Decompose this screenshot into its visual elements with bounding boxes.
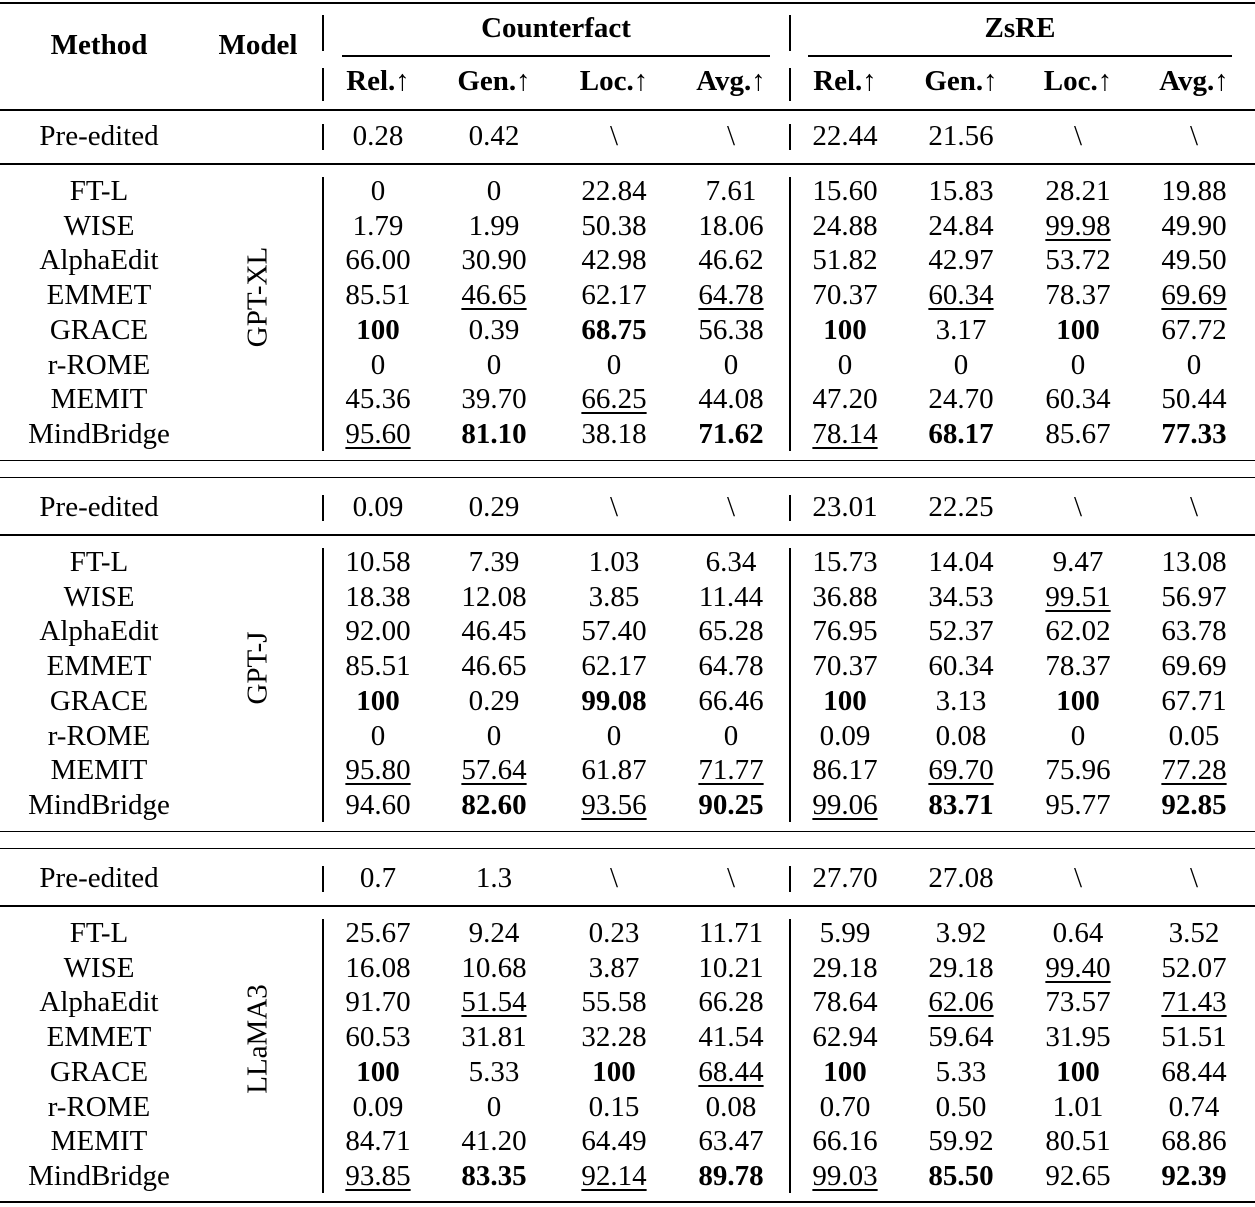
value-cell: 64.49: [581, 1125, 647, 1158]
value-cell: 63.47: [698, 1125, 764, 1158]
value-cell: 9.47: [1052, 546, 1104, 578]
value-cell: 99.40: [1045, 951, 1111, 984]
method-cell: GRACE: [49, 684, 149, 717]
value-cell: 78.37: [1045, 279, 1111, 312]
method-cell: Pre-edited: [39, 120, 159, 152]
value-cell: 85.67: [1045, 417, 1111, 450]
value-cell: 68.44: [698, 1055, 764, 1088]
value-cell: \: [1073, 862, 1083, 894]
value-cell: 100: [356, 1055, 400, 1088]
value-cell: \: [1073, 120, 1083, 152]
value-cell: 65.28: [698, 615, 764, 648]
value-cell: 0.39: [468, 313, 520, 346]
block-end-rule: [0, 831, 1255, 833]
value-cell: 0.08: [935, 719, 987, 752]
method-cell: FT-L: [69, 917, 129, 949]
value-cell: 30.90: [461, 244, 527, 277]
value-cell: 34.53: [928, 580, 994, 613]
value-cell: 85.51: [345, 650, 411, 683]
method-cell: AlphaEdit: [39, 615, 159, 648]
value-cell: 64.78: [698, 650, 764, 683]
value-cell: \: [726, 862, 736, 894]
column-separator: [322, 866, 324, 892]
value-cell: 24.70: [928, 383, 994, 416]
value-cell: 70.37: [812, 650, 878, 683]
header-method: Method: [50, 29, 148, 61]
value-cell: 46.65: [461, 650, 527, 683]
value-cell: 62.94: [812, 1021, 878, 1054]
value-cell: \: [609, 120, 619, 152]
value-cell: 0: [486, 175, 502, 207]
header-metric: Avg.↑: [1159, 65, 1229, 97]
header-group-zsre: ZsRE: [984, 12, 1056, 44]
value-cell: 66.25: [581, 383, 647, 416]
header-group-counterfact: Counterfact: [481, 12, 631, 44]
value-cell: 1.01: [1052, 1090, 1104, 1123]
header-metric: Rel.↑: [813, 65, 877, 97]
method-cell: MindBridge: [28, 417, 170, 450]
value-cell: 7.61: [705, 175, 757, 207]
value-cell: 28.21: [1045, 175, 1111, 207]
bottom-rule: [0, 1201, 1255, 1203]
value-cell: 99.98: [1045, 209, 1111, 242]
value-cell: 32.28: [581, 1021, 647, 1054]
header-model: Model: [218, 29, 298, 61]
value-cell: 0.08: [705, 1090, 757, 1123]
value-cell: 52.37: [928, 615, 994, 648]
value-cell: 1.3: [475, 862, 513, 894]
column-separator: [322, 919, 324, 1193]
value-cell: 85.51: [345, 279, 411, 312]
value-cell: 15.60: [812, 175, 878, 207]
value-cell: 100: [356, 684, 400, 717]
value-cell: 67.72: [1161, 313, 1227, 346]
value-cell: 0.74: [1168, 1090, 1220, 1123]
value-cell: 81.10: [461, 417, 527, 450]
value-cell: 29.18: [928, 951, 994, 984]
value-cell: 29.18: [812, 951, 878, 984]
zsre-group-rule: [808, 55, 1232, 57]
value-cell: 78.14: [812, 417, 878, 450]
value-cell: 69.69: [1161, 279, 1227, 312]
value-cell: 60.34: [928, 279, 994, 312]
value-cell: 62.17: [581, 279, 647, 312]
value-cell: 0: [486, 1090, 502, 1123]
method-cell: MindBridge: [28, 788, 170, 821]
column-separator: [789, 124, 791, 150]
value-cell: 0.09: [352, 491, 404, 523]
value-cell: 62.06: [928, 986, 994, 1019]
value-cell: 99.08: [581, 684, 647, 717]
column-separator: [789, 177, 791, 451]
value-cell: \: [609, 862, 619, 894]
value-cell: 18.38: [345, 580, 411, 613]
method-cell: MindBridge: [28, 1159, 170, 1192]
value-cell: 36.88: [812, 580, 878, 613]
value-cell: 61.87: [581, 754, 647, 787]
value-cell: 0.29: [468, 491, 520, 523]
value-cell: 68.17: [928, 417, 994, 450]
model-label: GPT-J: [241, 631, 274, 705]
value-cell: 77.33: [1161, 417, 1227, 450]
value-cell: 100: [1056, 1055, 1100, 1088]
value-cell: 62.17: [581, 650, 647, 683]
value-cell: 62.02: [1045, 615, 1111, 648]
method-cell: r-ROME: [47, 1090, 151, 1123]
value-cell: 15.83: [928, 175, 994, 207]
method-cell: EMMET: [46, 1021, 152, 1054]
value-cell: 78.64: [812, 986, 878, 1019]
value-cell: 41.54: [698, 1021, 764, 1054]
method-cell: r-ROME: [47, 348, 151, 381]
value-cell: 95.60: [345, 417, 411, 450]
value-cell: 51.82: [812, 244, 878, 277]
value-cell: 100: [823, 313, 867, 346]
value-cell: 0.09: [352, 1090, 404, 1123]
value-cell: 84.71: [345, 1125, 411, 1158]
value-cell: 0.29: [468, 684, 520, 717]
value-cell: 100: [356, 313, 400, 346]
value-cell: 0.50: [935, 1090, 987, 1123]
value-cell: 3.17: [935, 313, 987, 346]
value-cell: 0: [486, 719, 502, 752]
value-cell: 31.95: [1045, 1021, 1111, 1054]
value-cell: 6.34: [705, 546, 757, 578]
value-cell: 10.58: [345, 546, 411, 578]
value-cell: 0: [606, 719, 622, 752]
value-cell: 77.28: [1161, 754, 1227, 787]
value-cell: 85.50: [928, 1159, 994, 1192]
value-cell: \: [1189, 491, 1199, 523]
value-cell: \: [726, 491, 736, 523]
value-cell: 49.50: [1161, 244, 1227, 277]
value-cell: 92.85: [1161, 788, 1227, 821]
value-cell: 0: [370, 348, 386, 381]
value-cell: 22.44: [812, 120, 878, 152]
value-cell: 0: [370, 719, 386, 752]
value-cell: 3.92: [935, 917, 987, 949]
value-cell: 45.36: [345, 383, 411, 416]
value-cell: 21.56: [928, 120, 994, 152]
value-cell: 60.53: [345, 1021, 411, 1054]
value-cell: 100: [1056, 684, 1100, 717]
value-cell: 0.28: [352, 120, 404, 152]
value-cell: 100: [592, 1055, 636, 1088]
value-cell: 71.77: [698, 754, 764, 787]
model-label: LLaMA3: [241, 984, 274, 1094]
value-cell: 52.07: [1161, 951, 1227, 984]
value-cell: 25.67: [345, 917, 411, 949]
value-cell: 31.81: [461, 1021, 527, 1054]
pre-edited-rule: [0, 534, 1255, 536]
header-metric: Loc.↑: [1043, 65, 1113, 97]
method-cell: EMMET: [46, 279, 152, 312]
header-metric: Gen.↑: [924, 65, 998, 97]
column-separator: [789, 548, 791, 822]
method-cell: EMMET: [46, 650, 152, 683]
column-separator: [789, 866, 791, 892]
value-cell: 93.85: [345, 1159, 411, 1192]
value-cell: 92.14: [581, 1159, 647, 1192]
value-cell: 68.75: [581, 313, 647, 346]
value-cell: 86.17: [812, 754, 878, 787]
method-cell: MEMIT: [50, 1125, 148, 1158]
value-cell: 3.52: [1168, 917, 1220, 949]
value-cell: 27.70: [812, 862, 878, 894]
value-cell: 100: [823, 1055, 867, 1088]
method-cell: AlphaEdit: [39, 986, 159, 1019]
value-cell: 23.01: [812, 491, 878, 523]
value-cell: 56.97: [1161, 580, 1227, 613]
method-cell: GRACE: [49, 313, 149, 346]
value-cell: 92.39: [1161, 1159, 1227, 1192]
value-cell: 0.23: [588, 917, 640, 949]
value-cell: 57.40: [581, 615, 647, 648]
pre-edited-rule: [0, 905, 1255, 907]
value-cell: 0: [1070, 348, 1086, 381]
value-cell: 11.44: [698, 580, 764, 613]
value-cell: 60.34: [928, 650, 994, 683]
value-cell: 100: [1056, 313, 1100, 346]
block-end-rule: [0, 460, 1255, 462]
column-separator: [322, 15, 324, 51]
header-bottom-rule: [0, 109, 1255, 111]
value-cell: 67.71: [1161, 684, 1227, 717]
value-cell: 0.64: [1052, 917, 1104, 949]
pre-edited-rule: [0, 163, 1255, 165]
value-cell: 13.08: [1161, 546, 1227, 578]
value-cell: 11.71: [698, 917, 764, 949]
value-cell: 3.85: [588, 580, 640, 613]
header-metric: Rel.↑: [346, 65, 410, 97]
value-cell: 1.03: [588, 546, 640, 578]
column-separator: [789, 919, 791, 1193]
value-cell: 0: [723, 348, 739, 381]
value-cell: 5.99: [819, 917, 871, 949]
value-cell: 9.24: [468, 917, 520, 949]
header-metric: Gen.↑: [457, 65, 531, 97]
value-cell: \: [726, 120, 736, 152]
method-cell: Pre-edited: [39, 491, 159, 523]
value-cell: 0.42: [468, 120, 520, 152]
value-cell: 0: [953, 348, 969, 381]
value-cell: 46.62: [698, 244, 764, 277]
method-cell: FT-L: [69, 546, 129, 578]
top-rule: [0, 2, 1255, 4]
value-cell: 100: [823, 684, 867, 717]
value-cell: 7.39: [468, 546, 520, 578]
value-cell: 24.84: [928, 209, 994, 242]
column-separator: [789, 68, 791, 101]
value-cell: 59.92: [928, 1125, 994, 1158]
value-cell: 46.65: [461, 279, 527, 312]
value-cell: 42.98: [581, 244, 647, 277]
value-cell: 71.62: [698, 417, 764, 450]
value-cell: 0.7: [359, 862, 397, 894]
value-cell: 10.68: [461, 951, 527, 984]
value-cell: 91.70: [345, 986, 411, 1019]
value-cell: \: [609, 491, 619, 523]
value-cell: 39.70: [461, 383, 527, 416]
column-separator: [322, 124, 324, 150]
value-cell: 14.04: [928, 546, 994, 578]
value-cell: 38.18: [581, 417, 647, 450]
value-cell: 57.64: [461, 754, 527, 787]
block-start-rule: [0, 848, 1255, 850]
value-cell: 22.84: [581, 175, 647, 207]
value-cell: 0: [606, 348, 622, 381]
value-cell: 3.13: [935, 684, 987, 717]
method-cell: WISE: [63, 951, 135, 984]
value-cell: 46.45: [461, 615, 527, 648]
method-cell: FT-L: [69, 175, 129, 207]
value-cell: 0: [1186, 348, 1202, 381]
value-cell: 92.00: [345, 615, 411, 648]
value-cell: 0: [1070, 719, 1086, 752]
method-cell: r-ROME: [47, 719, 151, 752]
value-cell: 66.46: [698, 684, 764, 717]
header-metric: Avg.↑: [696, 65, 766, 97]
value-cell: 59.64: [928, 1021, 994, 1054]
method-cell: MEMIT: [50, 754, 148, 787]
value-cell: 42.97: [928, 244, 994, 277]
value-cell: 92.65: [1045, 1159, 1111, 1192]
value-cell: 78.37: [1045, 650, 1111, 683]
value-cell: 69.69: [1161, 650, 1227, 683]
column-separator: [322, 177, 324, 451]
value-cell: 93.56: [581, 788, 647, 821]
value-cell: 0.09: [819, 719, 871, 752]
value-cell: 5.33: [935, 1055, 987, 1088]
value-cell: 83.71: [928, 788, 994, 821]
value-cell: 5.33: [468, 1055, 520, 1088]
value-cell: 3.87: [588, 951, 640, 984]
value-cell: 89.78: [698, 1159, 764, 1192]
counterfact-group-rule: [342, 55, 770, 57]
value-cell: 95.80: [345, 754, 411, 787]
column-separator: [789, 15, 791, 51]
value-cell: 51.51: [1161, 1021, 1227, 1054]
value-cell: 64.78: [698, 279, 764, 312]
value-cell: 90.25: [698, 788, 764, 821]
value-cell: 27.08: [928, 862, 994, 894]
value-cell: \: [1189, 862, 1199, 894]
value-cell: 94.60: [345, 788, 411, 821]
value-cell: \: [1189, 120, 1199, 152]
value-cell: 66.00: [345, 244, 411, 277]
value-cell: 53.72: [1045, 244, 1111, 277]
value-cell: 69.70: [928, 754, 994, 787]
value-cell: 73.57: [1045, 986, 1111, 1019]
header-metric: Loc.↑: [579, 65, 649, 97]
method-cell: WISE: [63, 580, 135, 613]
value-cell: 0: [837, 348, 853, 381]
value-cell: 63.78: [1161, 615, 1227, 648]
value-cell: 68.86: [1161, 1125, 1227, 1158]
value-cell: 19.88: [1161, 175, 1227, 207]
value-cell: 50.44: [1161, 383, 1227, 416]
value-cell: 71.43: [1161, 986, 1227, 1019]
method-cell: MEMIT: [50, 383, 148, 416]
value-cell: 99.06: [812, 788, 878, 821]
value-cell: 12.08: [461, 580, 527, 613]
value-cell: 1.79: [352, 209, 404, 242]
block-start-rule: [0, 477, 1255, 479]
value-cell: 68.44: [1161, 1055, 1227, 1088]
column-separator: [322, 68, 324, 101]
model-label: GPT-XL: [241, 246, 274, 348]
value-cell: 99.03: [812, 1159, 878, 1192]
value-cell: 75.96: [1045, 754, 1111, 787]
value-cell: 1.99: [468, 209, 520, 242]
value-cell: 15.73: [812, 546, 878, 578]
method-cell: GRACE: [49, 1055, 149, 1088]
value-cell: 51.54: [461, 986, 527, 1019]
value-cell: 0: [370, 175, 386, 207]
value-cell: 0: [486, 348, 502, 381]
value-cell: 99.51: [1045, 580, 1111, 613]
value-cell: 16.08: [345, 951, 411, 984]
value-cell: 83.35: [461, 1159, 527, 1192]
value-cell: 18.06: [698, 209, 764, 242]
value-cell: 10.21: [698, 951, 764, 984]
value-cell: 0.15: [588, 1090, 640, 1123]
value-cell: 0.05: [1168, 719, 1220, 752]
value-cell: 41.20: [461, 1125, 527, 1158]
value-cell: 66.28: [698, 986, 764, 1019]
value-cell: 66.16: [812, 1125, 878, 1158]
value-cell: 24.88: [812, 209, 878, 242]
value-cell: 56.38: [698, 313, 764, 346]
method-cell: WISE: [63, 209, 135, 242]
value-cell: 82.60: [461, 788, 527, 821]
value-cell: 60.34: [1045, 383, 1111, 416]
method-cell: Pre-edited: [39, 862, 159, 894]
value-cell: \: [1073, 491, 1083, 523]
column-separator: [322, 495, 324, 521]
value-cell: 70.37: [812, 279, 878, 312]
value-cell: 76.95: [812, 615, 878, 648]
value-cell: 47.20: [812, 383, 878, 416]
column-separator: [322, 548, 324, 822]
value-cell: 0: [723, 719, 739, 752]
value-cell: 22.25: [928, 491, 994, 523]
value-cell: 55.58: [581, 986, 647, 1019]
value-cell: 44.08: [698, 383, 764, 416]
value-cell: 49.90: [1161, 209, 1227, 242]
value-cell: 50.38: [581, 209, 647, 242]
column-separator: [789, 495, 791, 521]
method-cell: AlphaEdit: [39, 244, 159, 277]
value-cell: 95.77: [1045, 788, 1111, 821]
value-cell: 0.70: [819, 1090, 871, 1123]
value-cell: 80.51: [1045, 1125, 1111, 1158]
